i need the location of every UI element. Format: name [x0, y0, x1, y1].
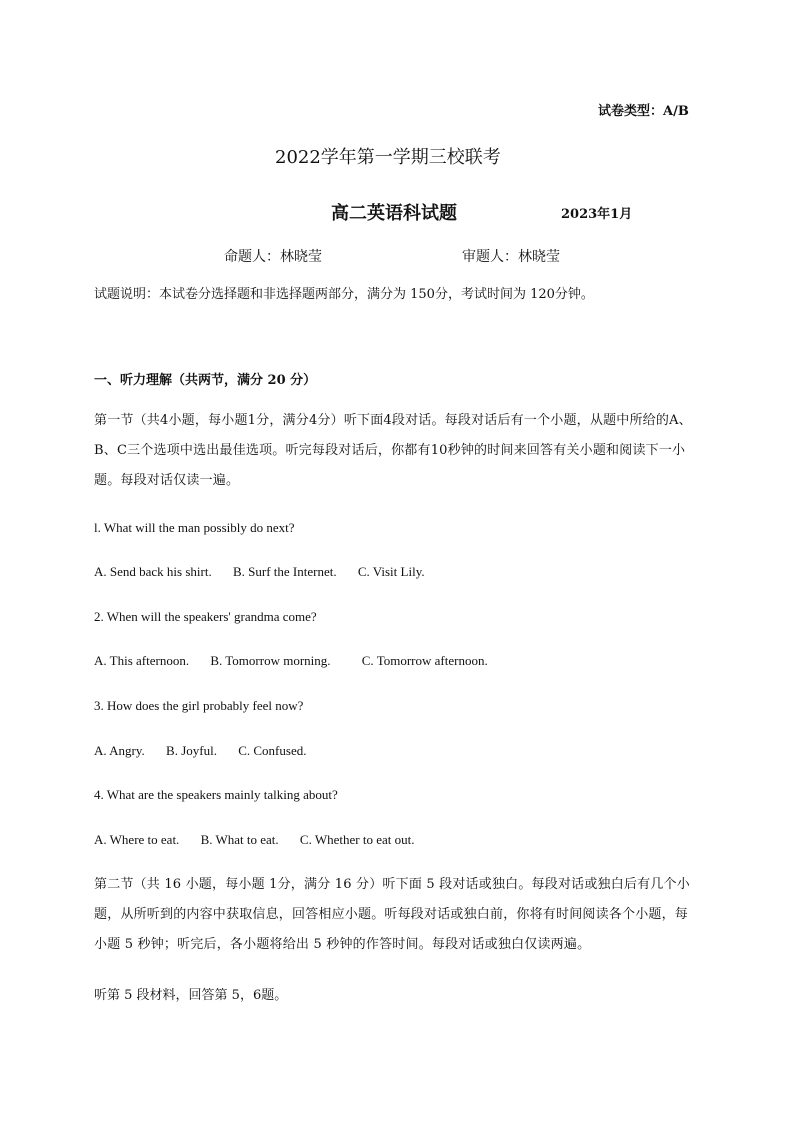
option-a: A. Where to eat.	[94, 832, 180, 847]
option-a: A. Angry.	[94, 743, 145, 758]
question-3: 3. How does the girl probably feel now?	[94, 698, 304, 713]
option-a: A. This afternoon.	[94, 653, 190, 668]
question-1: l. What will the man possibly do next?	[94, 520, 295, 535]
paper-type: 试卷类型：A/B	[598, 104, 689, 119]
part2-intro: 第二节（共 16 小题，每小题 1分，满分 16 分）听下面 5 段对话或独白。每段对话或独白后有几个小题，从所听到的内容中获取信息，回答相应小题。听每段对话或独白前，你将有时间阅读各个小题，每小题 5 秒钟；听完后，各小题将给出 5 秒钟的作答时间。每段对话或独白仅读两遍。	[94, 877, 690, 952]
option-c: C. Visit Lily.	[357, 564, 425, 579]
question-3-options	[94, 743, 324, 759]
question-4: 4. What are the speakers mainly talking about?	[94, 787, 338, 802]
part1-intro: 第一节（共4小题，每小题1分，满分4分）听下面4段对话。每段对话后有一个小题，从题中所给的A、B、C三个选项中选出最佳选项。听完每段对话后，你都有10秒钟的时间来回答有关小题和阅读下一小题。每段对话仅读一遍。	[94, 413, 692, 488]
question-4-options	[94, 832, 432, 848]
instructions: 试题说明：本试卷分选择题和非选择题两部分，满分为 150分，考试时间为 120分钟。	[94, 287, 594, 302]
option-b: B. Joyful.	[166, 743, 217, 758]
option-c: C. Whether to eat out.	[299, 832, 415, 847]
question-2: 2. When will the speakers' grandma come?	[94, 609, 317, 624]
subject-title: 高二英语科试题	[331, 203, 457, 224]
option-b: B. What to eat.	[200, 832, 279, 847]
option-a: A. Send back his shirt.	[94, 564, 212, 579]
option-b: B. Surf the Internet.	[232, 564, 337, 579]
option-b: B. Tomorrow morning.	[210, 653, 331, 668]
question-2-options	[94, 653, 506, 669]
material-note: 听第 5 段材料，回答第 5，6题。	[94, 988, 288, 1003]
exam-date: 2023年1月	[561, 207, 633, 222]
option-c: C. Tomorrow afternoon.	[361, 653, 488, 668]
section-heading: 一、听力理解（共两节，满分 20 分）	[94, 373, 317, 388]
question-1-options	[94, 564, 443, 580]
reviewer: 审题人：林晓莹	[462, 249, 560, 265]
exam-title: 2022学年第一学期三校联考	[275, 147, 501, 168]
option-c: C. Confused.	[238, 743, 307, 758]
setter: 命题人：林晓莹	[224, 249, 322, 265]
